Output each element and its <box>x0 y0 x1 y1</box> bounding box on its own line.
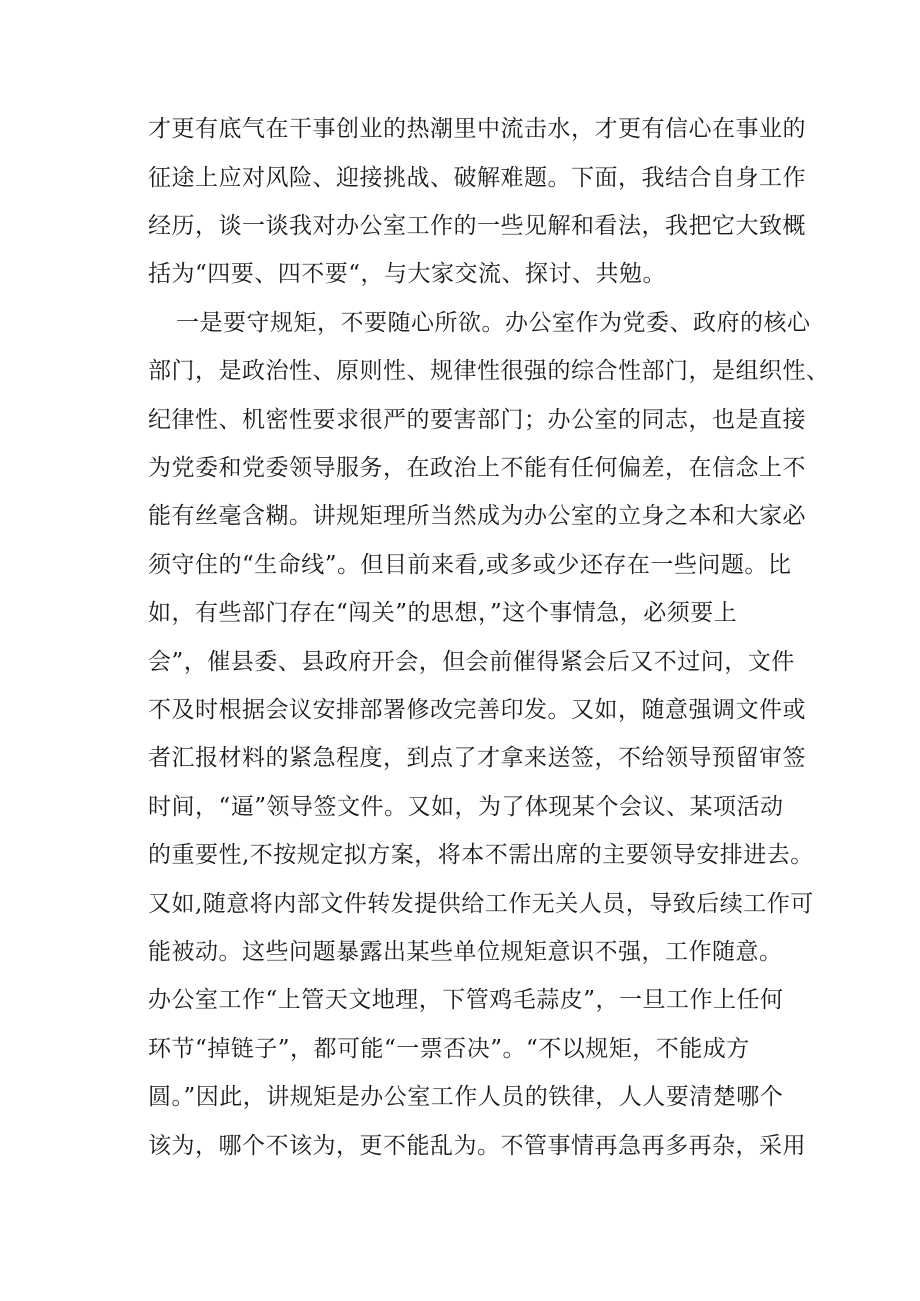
text-line: 能有丝毫含糊。讲规矩理所当然成为办公室的立身之本和大家必 <box>148 503 806 529</box>
text-line: 不及时根据会议安排部署修改完善印发。又如，随意强调文件或 <box>148 697 806 723</box>
text-line: 征途上应对风险、迎接挑战、破解难题。下面，我结合自身工作 <box>148 165 806 191</box>
paragraph-start-line: 一是要守规矩，不要随心所欲。办公室作为党委、政府的核心 <box>176 310 811 336</box>
text-line: 须守住的“生命线”。但目前来看,或多或少还存在一些问题。比 <box>148 552 792 578</box>
text-line: 才更有底气在干事创业的热潮里中流击水，才更有信心在事业的 <box>148 116 806 142</box>
text-line: 时间，“逼”领导签文件。又如，为了体现某个会议、某项活动 <box>148 794 784 820</box>
text-line: 办公室工作“上管天文地理，下管鸡毛蒜皮”，一旦工作上任何 <box>148 987 784 1013</box>
text-line: 如，有些部门存在“闯关”的思想，”这个事情急，必须要上 <box>148 600 738 626</box>
text-line: 经历，谈一谈我对办公室工作的一些见解和看法，我把它大致概 <box>148 213 806 239</box>
text-line: 能被动。这些问题暴露出某些单位规矩意识不强，工作随意。 <box>148 939 783 965</box>
text-line: 圆。”因此，讲规矩是办公室工作人员的铁律，人人要清楚哪个 <box>148 1084 784 1110</box>
text-line: 该为，哪个不该为，更不能乱为。不管事情再急再多再杂，采用 <box>148 1133 806 1159</box>
text-line: 纪律性、机密性要求很严的要害部门；办公室的同志，也是直接 <box>148 407 806 433</box>
text-line: 为党委和党委领导服务，在政治上不能有任何偏差，在信念上不 <box>148 455 806 481</box>
text-line: 环节“掉链子”，都可能“一票否决”。“不以规矩，不能成方 <box>148 1036 750 1062</box>
text-line: 者汇报材料的紧急程度，到点了才拿来送签，不给领导预留审签 <box>148 745 806 771</box>
text-line: 的重要性,不按规定拟方案，将本不需出席的主要领导安排进去。 <box>148 842 814 868</box>
text-line: 会”，催县委、县政府开会，但会前催得紧会后又不过问，文件 <box>148 649 795 675</box>
text-line: 部门，是政治性、原则性、规律性很强的综合性部门，是组织性、 <box>148 358 830 384</box>
text-line: 括为“四要、四不要“，与大家交流、探讨、共勉。 <box>148 261 667 287</box>
text-line: 又如,随意将内部文件转发提供给工作无关人员，导致后续工作可 <box>148 891 814 917</box>
